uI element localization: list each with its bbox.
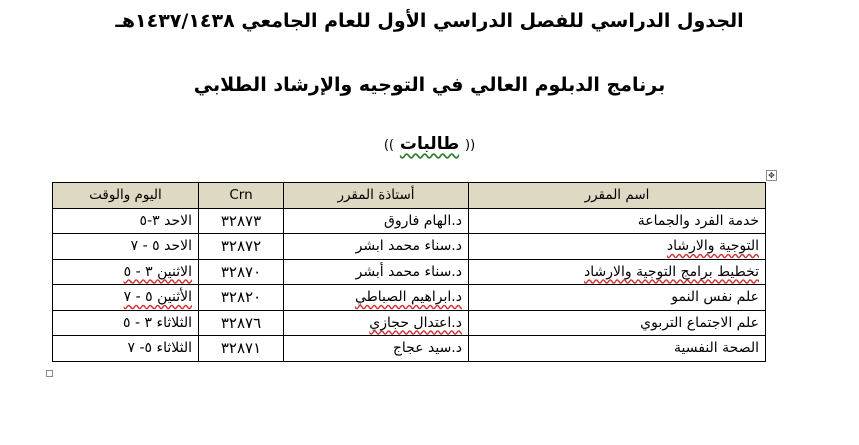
professor-cell: د.سيد عجاج [284,336,469,362]
crn-cell: ٣٢٨٧٣ [199,208,284,234]
crn-cell: ٣٢٨٧٠ [199,259,284,285]
day-time-cell: الاحد ٥ - ٧ [53,234,199,260]
close-parens: )) [383,138,394,153]
schedule-table [52,182,766,362]
course-name-cell: علم نفس النمو [469,285,766,311]
crn-cell: ٣٢٨٧٦ [199,310,284,336]
table-row [53,285,766,311]
day-time-cell: الثلاثاء ٥- ٧ [53,336,199,362]
table-resize-handle[interactable] [46,370,53,377]
table-header-row [53,183,766,209]
professor-text: د.اعتدال حجازي [369,314,462,331]
crn-cell: ٣٢٨٧١ [199,336,284,362]
audience-word: طالبات [399,134,460,154]
day-time-cell [53,259,199,285]
column-header-crn: Crn [199,183,284,209]
table-row [53,234,766,260]
professor-cell: د.سناء محمد ابشر [284,234,469,260]
column-header-day-time: اليوم والوقت [53,183,199,209]
day-time-cell [53,285,199,311]
document-title: الجدول الدراسي للفصل الدراسي الأول للعام الجامعي ١٤٣٧/١٤٣٨هـ [115,10,744,32]
day-time-cell: الثلاثاء ٣ - ٥ [53,310,199,336]
course-name-cell: الصحة النفسية [469,336,766,362]
table-row [53,310,766,336]
professor-cell: د.الهام فاروق [284,208,469,234]
course-name-text: تخطيط برامج التوجية والارشاد [584,263,759,280]
professor-cell [284,285,469,311]
audience-subtitle [0,134,859,154]
day-time-cell: الاحد ٣-٥ [53,208,199,234]
day-time-text: الأثنين ٥ - ٧ [123,289,192,306]
course-name-cell: علم الاجتماع التربوي [469,310,766,336]
day-time-text: الاثنين ٣ - ٥ [123,263,192,280]
table-row [53,259,766,285]
course-name-text: التوجية والارشاد [666,238,759,255]
professor-cell: د.سناء محمد أبشر [284,259,469,285]
move-arrows-icon[interactable]: ✥ [766,170,777,181]
course-name-cell [469,259,766,285]
crn-cell: ٣٢٨٢٠ [199,285,284,311]
column-header-course: اسم المقرر [469,183,766,209]
column-header-professor: أستاذة المقرر [284,183,469,209]
course-name-cell: خدمة الفرد والجماعة [469,208,766,234]
professor-text: د.ابراهيم الصباطي [354,289,462,306]
open-parens: (( [465,138,476,153]
table-row [53,336,766,362]
crn-cell: ٣٢٨٧٢ [199,234,284,260]
table-row [53,208,766,234]
course-name-cell [469,234,766,260]
program-title: برنامج الدبلوم العالي في التوجيه والإرشاد الطلابي [193,74,666,96]
professor-cell [284,310,469,336]
